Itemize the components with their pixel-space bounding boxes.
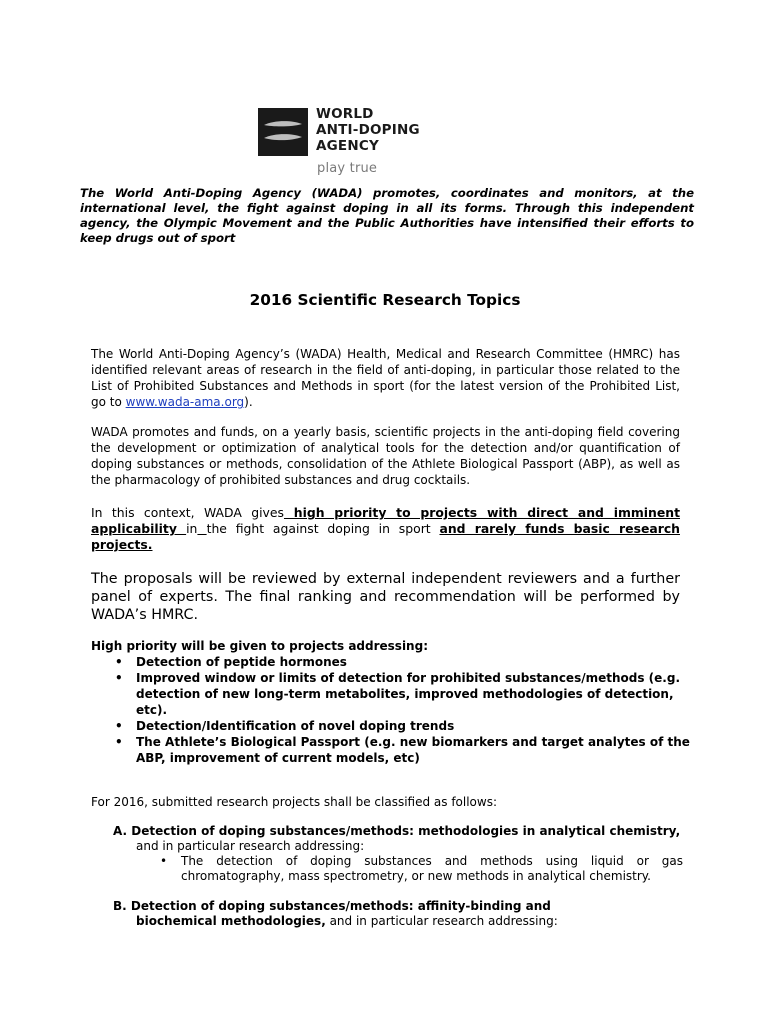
paragraph-priority [91, 505, 680, 553]
paragraph-review: The proposals will be reviewed by external independent reviewers and a further panel of experts. The final ranking and recommendation will be performed by WADA’s HMRC. [91, 571, 680, 623]
bullet-icon: • [115, 719, 123, 733]
priority-text-f: and rarely funds basic research projects. [91, 521, 680, 552]
intro-statement: The World Anti-Doping Agency (WADA) promotes, coordinates and monitors, at the international level, the fight against doping in all its forms. Through this independent agency, the Olympic Movement and the Public Authorities have intensified their efforts to keep drugs out of sport [80, 186, 694, 245]
high-priority-heading: High priority will be given to projects addressing: [91, 639, 428, 653]
high-priority-section [91, 638, 691, 766]
priority-text-a: In this context, WADA gives [91, 505, 284, 520]
section-a-heading: A. Detection of doping substances/methods: methodologies in analytical chemistry, [113, 824, 681, 838]
logo-line-3: AGENCY [316, 138, 379, 154]
wada-website-link[interactable]: www.wada-ama.org [125, 395, 245, 409]
list-item [91, 670, 691, 718]
logo-swoosh-icon [258, 108, 308, 156]
page-title: 2016 Scientific Research Topics [249, 291, 521, 309]
paragraph-hmrc-text: The World Anti-Doping Agency’s (WADA) Health, Medical and Research Committee (HMRC) has identified relevant areas of research in the field of anti-doping, in particular those related to the List of Prohibited Substances and Methods in sport (for the latest version of the Prohibited List, go to [91, 347, 680, 409]
paragraph-hmrc [91, 346, 680, 410]
logo-wordmark [316, 106, 420, 154]
list-item-text: Detection/Identification of novel doping trends [136, 719, 455, 733]
wada-logo-mark [258, 108, 308, 156]
bullet-icon: • [115, 655, 123, 669]
section-a-subheading: and in particular research addressing: [136, 839, 365, 853]
priority-text-c: in [186, 521, 198, 536]
bullet-icon: • [115, 671, 123, 685]
logo-line-2: ANTI-DOPING [316, 122, 420, 138]
priority-text-d [197, 521, 206, 536]
paragraph-hmrc-end: ). [244, 395, 253, 409]
bullet-icon: • [115, 735, 123, 749]
bullet-icon: • [160, 854, 168, 868]
section-b-cont-rest: and in particular research addressing: [325, 914, 558, 928]
priority-text-e: the fight against doping in sport [206, 521, 440, 536]
high-priority-list [91, 654, 691, 766]
paragraph-classification: For 2016, submitted research projects shall be classified as follows: [91, 795, 498, 809]
list-item-text: Detection of peptide hormones [136, 655, 347, 669]
section-a-item-text: The detection of doping substances and methods using liquid or gas chromatography, mass spectrometry, or new methods in analytical chemistry. [181, 854, 683, 883]
list-item-text: The Athlete’s Biological Passport (e.g. new biomarkers and target analytes of the ABP, improvement of current models, etc) [136, 735, 690, 765]
paragraph-funding: WADA promotes and funds, on a yearly basis, scientific projects in the anti-doping field covering the development or optimization of analytical tools for the detection and/or quantification of doping substances or methods, consolidation of the Athlete Biological Passport (ABP), as well as the pharmacology of prohibited substances and drug cocktails. [91, 425, 680, 487]
priority-text-b: high priority to projects with direct and imminent applicability [91, 505, 680, 536]
wada-logo [255, 106, 455, 180]
list-item [91, 734, 691, 766]
logo-tagline: play true [317, 161, 378, 176]
logo-line-1: WORLD [316, 106, 374, 122]
list-item [91, 654, 691, 670]
section-b-continuation [113, 914, 605, 929]
section-a-item [113, 854, 683, 884]
section-b-heading: B. Detection of doping substances/methods: affinity-binding and [113, 899, 551, 913]
list-item [91, 718, 691, 734]
section-a [113, 824, 683, 884]
list-item-text: Improved window or limits of detection for prohibited substances/methods (e.g. detection of new long-term metabolites, improved methodologies of detection, etc). [136, 671, 680, 717]
section-b-cont-bold: biochemical methodologies, [136, 914, 326, 928]
section-b [113, 899, 605, 929]
